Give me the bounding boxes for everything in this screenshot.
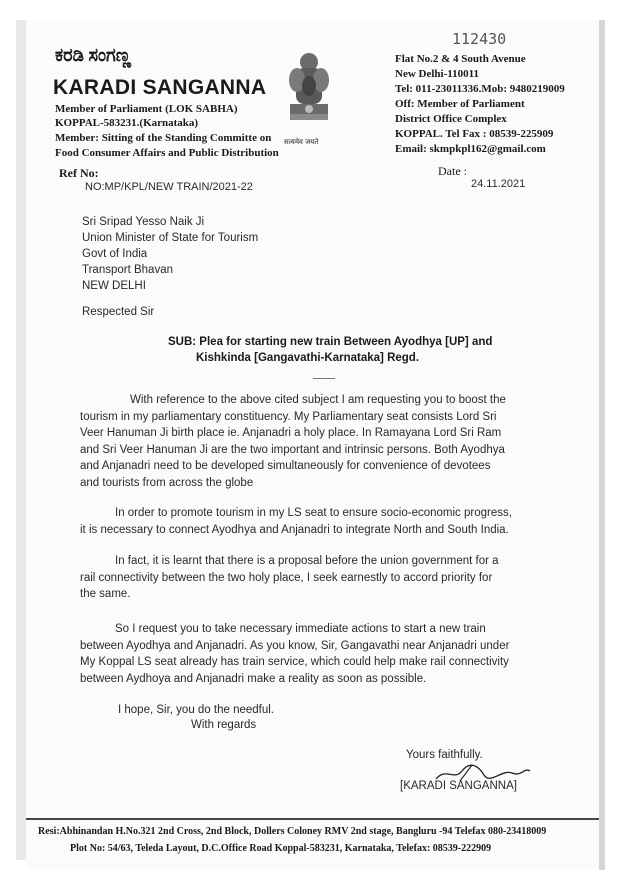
paragraph-1 [80, 392, 540, 491]
inward-stamp-number: 112430 [452, 30, 507, 48]
address-line-1: Flat No.2 & 4 South Avenue [395, 53, 526, 65]
paragraph-4-line-1: So I request you to take necessary immediate actions to start a new train [115, 623, 486, 635]
paragraph-1-line-6: and tourists from across the globe [80, 476, 254, 489]
closing-line-1: I hope, Sir, you do the needful. [118, 704, 275, 716]
footer-rule [26, 818, 599, 820]
recipient-line-4: Transport Bhavan [82, 264, 173, 276]
subject-line-1: SUB: Plea for starting new train Between Ayodhya [UP] and [168, 336, 493, 348]
subject-line-2: Kishkinda [Gangavathi-Karnataka] Regd. [196, 352, 420, 364]
member-line-4: Food Consumer Affairs and Public Distribution [55, 147, 279, 159]
paragraph-1-line-4: and Sri Veer Hanuman Ji are the two important and intrinsic persons. Both Ayodhya [80, 443, 505, 456]
paragraph-1-line-5: and Anjanadri need to be developed simultaneously for convenience of devotees [80, 460, 491, 472]
paragraph-4-line-3: My Koppal LS seat already has train service, which could help make rail connectivity [80, 656, 509, 668]
ref-number: NO:MP/KPL/NEW TRAIN/2021-22 [85, 181, 253, 193]
salutation: Respected Sir [82, 306, 155, 318]
subject-divider [313, 378, 335, 379]
recipient-line-5: NEW DELHI [82, 280, 146, 292]
kannada-name: ಕರಡಿ ಸಂಗಣ್ಣ [55, 45, 132, 65]
recipient-line-1: Sri Sripad Yesso Naik Ji [82, 216, 205, 228]
national-emblem-icon [282, 50, 336, 136]
address-line-5: District Office Complex [395, 113, 507, 125]
recipient-line-3: Govt of India [82, 248, 148, 260]
letterhead-name: KARADI SANGANNA [53, 76, 267, 99]
recipient-line-2: Union Minister of State for Tourism [82, 232, 259, 244]
paragraph-3-line-2: rail connectivity between the two holy place, I seek earnestly to accord priority for [80, 571, 493, 584]
address-line-3: Tel: 011-23011336.Mob: 9480219009 [395, 83, 565, 95]
date-value: 24.11.2021 [471, 178, 526, 190]
paragraph-4 [80, 621, 540, 687]
paragraph-2 [80, 505, 540, 538]
paragraph-4-line-4: between Aydhoya and Anjanadri make a reality as soon as possible. [80, 672, 427, 685]
member-line-3: Member: Sitting of the Standing Committe on [55, 132, 272, 144]
email-line: Email: skmpkpl162@gmail.com [395, 143, 546, 155]
member-line-1: Member of Parliament (LOK SABHA) [55, 103, 238, 115]
paragraph-1-line-3: Veer Hanuman Ji birth place ie. Anjanadri a holy place. In Ramayana Lord Sri Ram [80, 427, 502, 439]
paragraph-1-line-1: With reference to the above cited subject I am requesting you to boost the [130, 394, 506, 406]
signature-name: [KARADI SANGANNA] [400, 780, 517, 792]
paragraph-3-line-1: In fact, it is learnt that there is a proposal before the union government for a [115, 555, 499, 567]
paragraph-3-line-3: the same. [80, 588, 131, 600]
paragraph-4-line-2: between Ayodhya and Anjanadri. As you know, Sir, Gangavathi near Anjanadri under [80, 639, 510, 652]
paragraph-3 [80, 553, 540, 603]
paragraph-2-line-2: it is necessary to connect Ayodhya and Anjanadri to integrate North and South India. [80, 523, 509, 536]
closing-line-2: With regards [191, 719, 257, 731]
address-line-4: Off: Member of Parliament [395, 98, 525, 110]
ref-label: Ref No: [59, 166, 99, 180]
address-line-2: New Delhi-110011 [395, 68, 480, 80]
footer-line-1: Resi:Abhinandan H.No.321 2nd Cross, 2nd Block, Dollers Coloney RMV 2nd stage, Bangluru -94 Telefax 080-23418009 [38, 826, 547, 837]
member-line-2: KOPPAL-583231.(Karnataka) [55, 117, 199, 129]
yours-faithfully: Yours faithfully. [406, 749, 483, 761]
date-label: Date : [438, 164, 467, 178]
page-shadow-left [16, 20, 26, 860]
paragraph-2-line-1: In order to promote tourism in my LS seat to ensure socio-economic progress, [115, 507, 512, 519]
address-line-6: KOPPAL. Tel Fax : 08539-225909 [395, 128, 554, 140]
emblem-motto: सत्यमेव जयते [284, 138, 319, 146]
paragraph-1-line-2: tourism in my parliamentary constituency. My Parliamentary seat consists Lord Sri [80, 410, 497, 423]
footer-line-2: Plot No: 54/63, Teleda Layout, D.C.Office Road Koppal-583231, Karnataka, Telefax: 08539-222909 [70, 843, 492, 854]
page-shadow-right [599, 20, 605, 870]
